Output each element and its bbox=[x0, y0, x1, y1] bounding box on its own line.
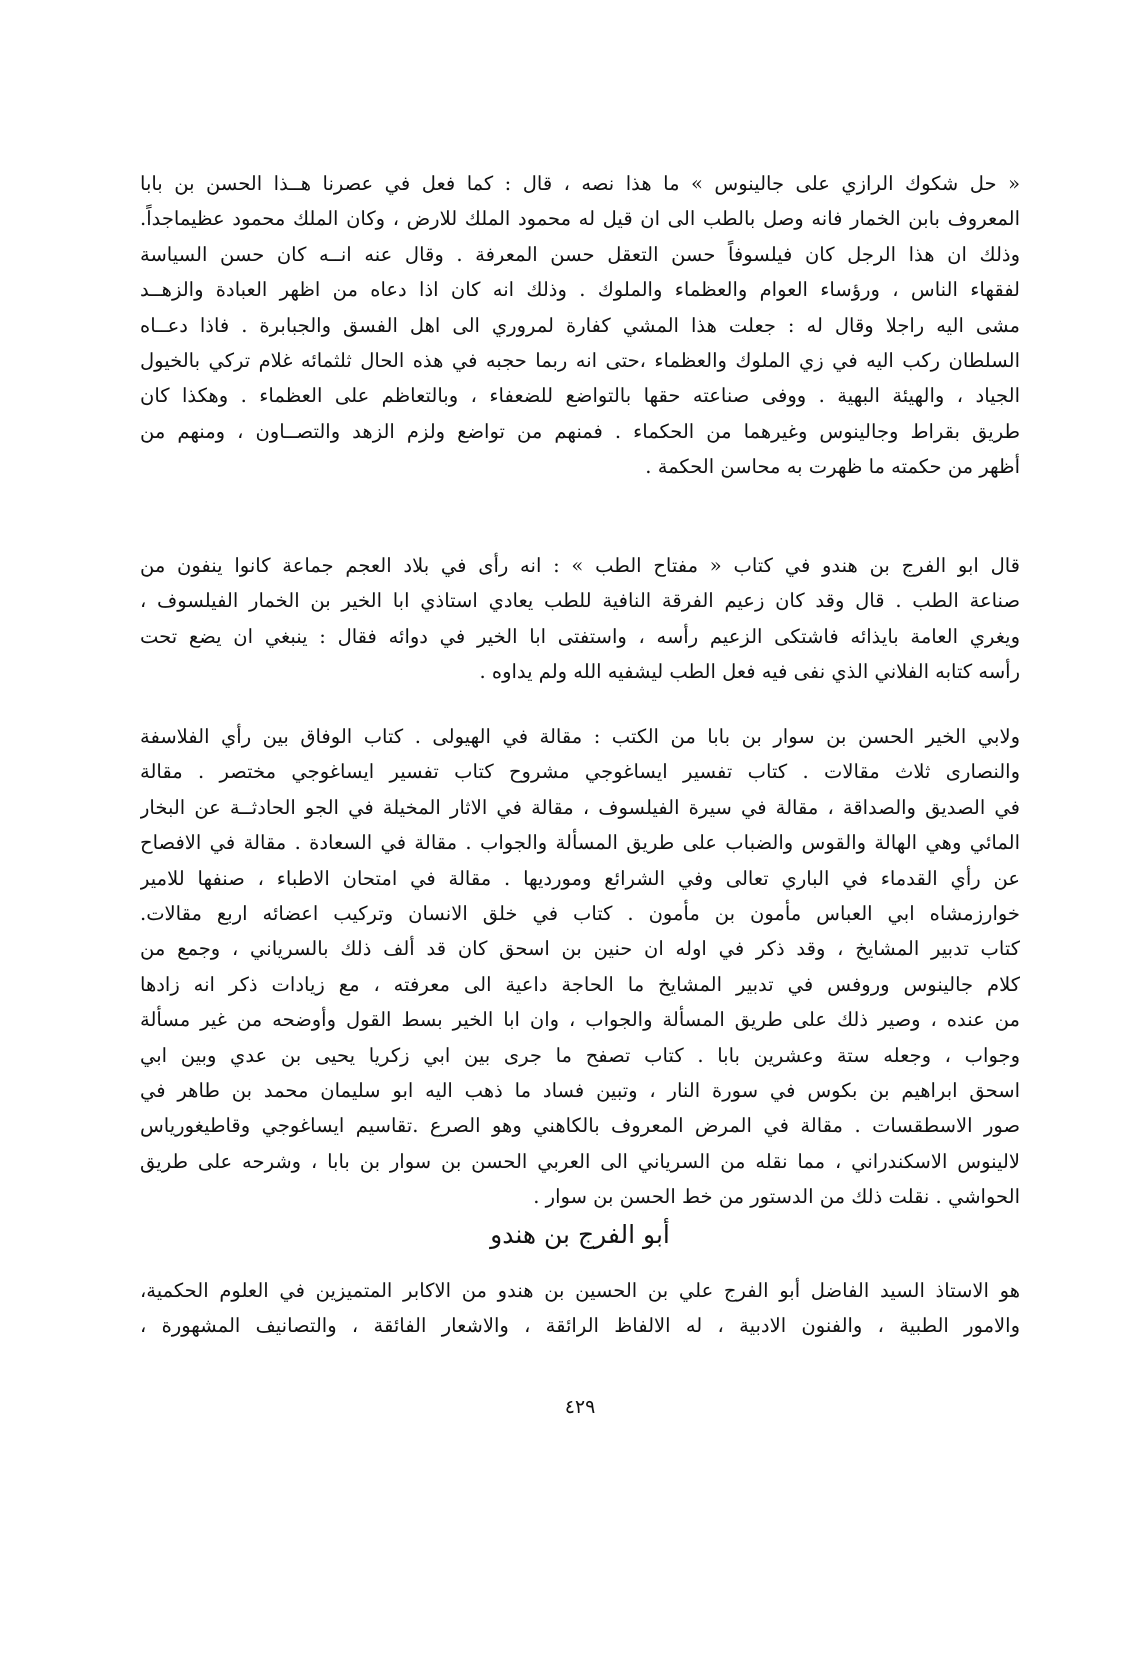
paragraph bbox=[140, 1273, 1020, 1344]
text-line: لفقهاء الناس ، ورؤساء العوام والعظماء والملوك . وذلك انه كان اذا دعاه من اظهر العبادة والزهــد bbox=[140, 278, 1020, 302]
text-line: ويغري العامة بايذائه فاشتكى الزعيم رأسه ، واستفتى ابا الخير في دوائه فقال : ينبغي ان يضع تحت bbox=[140, 624, 1020, 648]
text-line: طريق بقراط وجالينوس وغيرهما من الحكماء . فمنهم من تواضع ولزم الزهد والتصــاون ، ومنهم من bbox=[140, 419, 1020, 443]
text-line: خوارزمشاه ابي العباس مأمون بن مأمون . كتاب في خلق الانسان وتركيب اعضائه اربع مقالات. bbox=[140, 901, 1020, 925]
text-line: قال ابو الفرج بن هندو في كتاب « مفتاح الطب » : انه رأى في بلاد العجم جماعة كانوا ينفون من bbox=[140, 554, 1020, 577]
text-line: عن رأي القدماء في الباري تعالى وفي الشرائع ومورديها . مقالة في امتحان الاطباء ، صنفها للامير bbox=[140, 866, 1020, 890]
text-line: أظهر من حكمته ما ظهرت به محاسن الحكمة . bbox=[645, 455, 1020, 479]
text-line: صناعة الطب . قال وقد كان زعيم الفرقة النافية للطب يعادي استاذي ابا الخير بن الخمار الفيلسوف ، bbox=[140, 589, 1020, 613]
text-line: اسحق ابراهيم بن بكوس في سورة النار ، وتبين فساد ما ذهب اليه ابو سليمان محمد بن طاهر في bbox=[140, 1078, 1020, 1102]
text-line: صور الاسطقسات . مقالة في المرض المعروف بالكاهني وهو الصرع .تقاسيم ايساغوجي وقاطيغورياس bbox=[140, 1114, 1020, 1138]
section-heading: أبو الفرج بن هندو bbox=[490, 1220, 670, 1249]
text-line: المعروف بابن الخمار فانه وصل بالطب الى ان قيل له محمود الملك للارض ، وكان الملك محمود عظيماجداً. bbox=[140, 207, 1020, 231]
text-line: الحواشي . نقلت ذلك من الدستور من خط الحسن بن سوار . bbox=[533, 1185, 1020, 1209]
text-line: في الصديق والصداقة ، مقالة في سيرة الفيلسوف ، مقالة في الاثار المخيلة في الجو الحادثــة عن البخار bbox=[140, 795, 1020, 819]
text-line: والامور الطبية ، والفنون الادبية ، له الالفاظ الرائقة ، والاشعار الفائقة ، والتصانيف المشهورة ، bbox=[140, 1314, 1020, 1338]
text-line: الجياد ، والهيئة البهية . ووفى صناعته حقها بالتواضع للضعفاء ، وبالتعاظم على العظماء . وهكذا كان bbox=[140, 384, 1020, 408]
text-line: وذلك ان هذا الرجل كان فيلسوفاً حسن التعقل حسن المعرفة . وقال عنه انــه كان حسن السياسة bbox=[140, 242, 1020, 266]
text-line: « حل شكوك الرازي على جالينوس » ما هذا نصه ، قال : كما فعل في عصرنا هــذا الحسن بن بابا bbox=[140, 172, 1020, 195]
text-line: رأسه كتابه الفلاني الذي نفى فيه فعل الطب ليشفيه الله ولم يداوه . bbox=[479, 660, 1020, 684]
text-line: المائي وهي الهالة والقوس والضباب على طريق المسألة والجواب . مقالة في السعادة . مقالة في الافصاح bbox=[140, 831, 1020, 855]
text-line: من عنده ، وصير ذلك على طريق المسألة والجواب ، وان ابا الخير بسط القول وأوضحه من غير مسألة bbox=[140, 1008, 1020, 1032]
text-line: ولابي الخير الحسن بن سوار بن بابا من الكتب : مقالة في الهيولى . كتاب الوفاق بين رأي الفلاسفة bbox=[140, 725, 1020, 748]
paragraph bbox=[140, 719, 1020, 1214]
text-line: والنصارى ثلاث مقالات . كتاب تفسير ايساغوجي مشروح كتاب تفسير ايساغوجي مختصر . مقالة bbox=[140, 760, 1020, 784]
paragraph bbox=[140, 166, 1020, 485]
page-number: ٤٢٩ bbox=[564, 1396, 596, 1418]
text-line: كلام جالينوس وروفس في تدبير المشايخ ما الحاجة داعية الى معرفته ، مع زيادات ذكر انه زادها bbox=[140, 972, 1020, 996]
text-line: هو الاستاذ السيد الفاضل أبو الفرج علي بن الحسين بن هندو من الاكابر المتميزين في العلوم الحكمية، bbox=[140, 1279, 1020, 1302]
text-line: مشى اليه راجلا وقال له : جعلت هذا المشي كفارة لمروري الى اهل الفسق والجبابرة . فاذا دعــاه bbox=[140, 313, 1020, 337]
text-line: السلطان ركب اليه في زي الملوك والعظماء ،حتى انه ربما حجبه في هذه الحال ثلثمائه غلام تركي بالخيول bbox=[140, 348, 1020, 372]
text-line: وجواب ، وجعله ستة وعشرين بابا . كتاب تصفح ما جرى بين ابي زكريا يحيى بن عدي وبين ابي bbox=[140, 1043, 1020, 1067]
text-line: كتاب تدبير المشايخ ، وقد ذكر في اوله ان حنين بن اسحق كان قد ألف ذلك بالسرياني ، وجمع من bbox=[140, 937, 1020, 961]
paragraph bbox=[140, 548, 1020, 690]
text-line: لالينوس الاسكندراني ، مما نقله من السرياني الى العربي الحسن بن سوار بن بابا ، وشرحه على طريق bbox=[140, 1149, 1020, 1173]
